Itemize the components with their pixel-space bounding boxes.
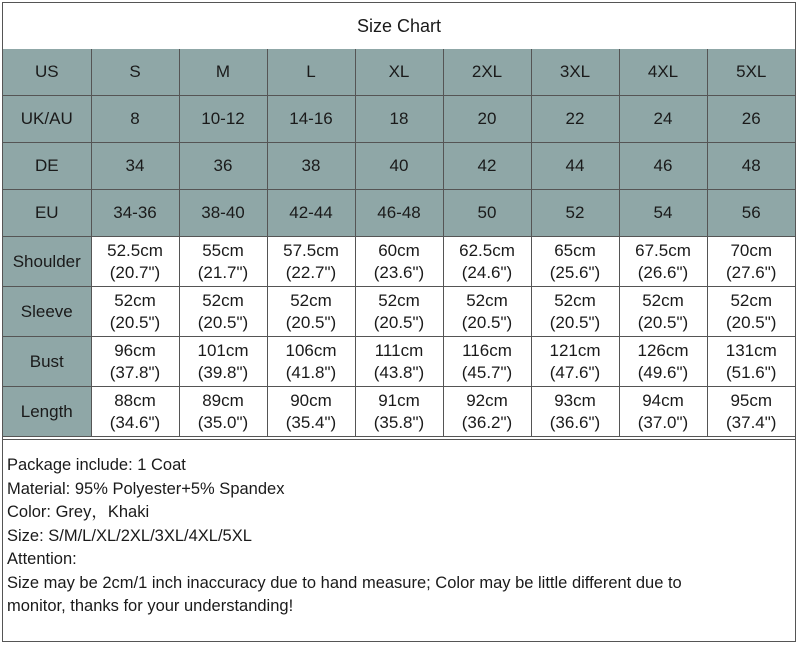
note-color: Color: Grey，Khaki bbox=[7, 503, 150, 521]
measurement-inch: (36.2") bbox=[461, 412, 513, 432]
note-attention-text: Size may be 2cm/1 inch inaccuracy due to hand measure; Color may be little different due to bbox=[7, 573, 682, 592]
measurement-cell bbox=[267, 237, 355, 287]
row-label: DE bbox=[3, 143, 91, 190]
measurement-cell bbox=[531, 287, 619, 337]
measurement-inch: (21.7") bbox=[197, 262, 249, 282]
chart-title: Size Chart bbox=[3, 3, 795, 50]
size-cell: 46 bbox=[619, 143, 707, 190]
measurement-cm: 121cm bbox=[549, 340, 601, 360]
size-cell: 48 bbox=[707, 143, 795, 190]
size-cell: 14-16 bbox=[267, 96, 355, 143]
size-cell: 4XL bbox=[619, 49, 707, 96]
row-label: Sleeve bbox=[3, 287, 91, 337]
row-label: EU bbox=[3, 190, 91, 237]
product-notes bbox=[3, 439, 795, 641]
size-table bbox=[3, 49, 795, 437]
measurement-cm: 116cm bbox=[462, 340, 512, 360]
measurement-inch: (37.8") bbox=[109, 362, 161, 382]
measurement-inch: (41.8") bbox=[285, 362, 337, 382]
size-cell: 10-12 bbox=[179, 96, 267, 143]
measurement-inch: (20.5") bbox=[726, 312, 777, 332]
measurement-inch: (35.0") bbox=[197, 412, 249, 432]
size-cell: 40 bbox=[355, 143, 443, 190]
measurement-cell bbox=[267, 287, 355, 337]
size-cell: S bbox=[91, 49, 179, 96]
size-cell: 38 bbox=[267, 143, 355, 190]
measurement-cm: 52cm bbox=[114, 290, 156, 310]
measurement-inch: (36.6") bbox=[549, 412, 601, 432]
size-cell: 26 bbox=[707, 96, 795, 143]
measurement-inch: (39.8") bbox=[197, 362, 249, 382]
size-cell: 50 bbox=[443, 190, 531, 237]
row-label: UK/AU bbox=[3, 96, 91, 143]
measurement-cell bbox=[91, 287, 179, 337]
size-cell: 22 bbox=[531, 96, 619, 143]
size-row bbox=[3, 96, 795, 143]
size-row bbox=[3, 190, 795, 237]
measurement-cm: 52cm bbox=[378, 290, 420, 310]
measurement-row bbox=[3, 287, 795, 337]
measurement-cell bbox=[91, 337, 179, 387]
measurement-cell bbox=[443, 237, 531, 287]
size-cell: 46-48 bbox=[355, 190, 443, 237]
size-cell: L bbox=[267, 49, 355, 96]
measurement-inch: (45.7") bbox=[461, 362, 513, 382]
measurement-cm: 131cm bbox=[725, 340, 777, 360]
measurement-inch: (27.6") bbox=[726, 262, 777, 282]
measurement-row bbox=[3, 387, 795, 437]
measurement-inch: (20.5") bbox=[461, 312, 513, 332]
measurement-cell bbox=[443, 387, 531, 437]
measurement-inch: (20.7") bbox=[109, 262, 161, 282]
measurement-inch: (20.5") bbox=[373, 312, 425, 332]
measurement-row bbox=[3, 237, 795, 287]
size-cell: 56 bbox=[707, 190, 795, 237]
size-cell: 42 bbox=[443, 143, 531, 190]
size-cell: M bbox=[179, 49, 267, 96]
row-label: US bbox=[3, 49, 91, 96]
measurement-cell bbox=[179, 237, 267, 287]
measurement-cell bbox=[355, 287, 443, 337]
measurement-cell bbox=[179, 287, 267, 337]
measurement-cm: 52cm bbox=[202, 290, 244, 310]
measurement-inch: (34.6") bbox=[109, 412, 161, 432]
measurement-inch: (20.5") bbox=[637, 312, 689, 332]
measurement-cm: 95cm bbox=[730, 390, 773, 410]
measurement-inch: (22.7") bbox=[285, 262, 337, 282]
note-size: Size: S/M/L/XL/2XL/3XL/4XL/5XL bbox=[7, 526, 252, 545]
size-cell: XL bbox=[355, 49, 443, 96]
measurement-cell bbox=[355, 337, 443, 387]
measurement-inch: (20.5") bbox=[549, 312, 601, 332]
measurement-inch: (24.6") bbox=[461, 262, 513, 282]
note-material: Material: 95% Polyester+5% Spandex bbox=[7, 479, 285, 498]
measurement-inch: (37.0") bbox=[637, 412, 689, 432]
size-cell: 5XL bbox=[707, 49, 795, 96]
measurement-inch: (49.6") bbox=[637, 362, 689, 382]
size-cell: 34 bbox=[91, 143, 179, 190]
measurement-cm: 89cm bbox=[202, 390, 244, 410]
measurement-cell bbox=[179, 337, 267, 387]
measurement-cm: 60cm bbox=[378, 240, 420, 260]
measurement-cm: 62.5cm bbox=[459, 240, 515, 260]
measurement-row bbox=[3, 337, 795, 387]
measurement-cm: 57.5cm bbox=[283, 240, 339, 260]
note-package: Package include: 1 Coat bbox=[7, 456, 186, 474]
measurement-cm: 52cm bbox=[642, 290, 684, 310]
measurement-cell bbox=[619, 337, 707, 387]
row-label: Shoulder bbox=[3, 237, 91, 287]
measurement-cell bbox=[619, 237, 707, 287]
measurement-inch: (37.4") bbox=[726, 412, 777, 432]
measurement-cell bbox=[179, 387, 267, 437]
measurement-cell bbox=[355, 387, 443, 437]
measurement-cm: 65cm bbox=[554, 240, 596, 260]
measurement-cell bbox=[707, 337, 795, 387]
measurement-inch: (20.5") bbox=[285, 312, 337, 332]
measurement-inch: (26.6") bbox=[637, 262, 689, 282]
measurement-inch: (35.4") bbox=[285, 412, 337, 432]
measurement-cm: 93cm bbox=[554, 390, 596, 410]
measurement-cm: 55cm bbox=[202, 240, 244, 260]
measurement-cell bbox=[707, 387, 795, 437]
size-cell: 3XL bbox=[531, 49, 619, 96]
size-row bbox=[3, 49, 795, 96]
size-cell: 34-36 bbox=[91, 190, 179, 237]
measurement-cell bbox=[531, 337, 619, 387]
measurement-cm: 111cm bbox=[374, 340, 424, 360]
size-cell: 2XL bbox=[443, 49, 531, 96]
measurement-cm: 67.5cm bbox=[635, 240, 691, 260]
size-chart bbox=[2, 2, 796, 642]
row-label: Bust bbox=[3, 337, 91, 387]
measurement-inch: (51.6") bbox=[726, 362, 777, 382]
size-cell: 38-40 bbox=[179, 190, 267, 237]
measurement-cell bbox=[91, 237, 179, 287]
measurement-inch: (25.6") bbox=[549, 262, 601, 282]
measurement-cell bbox=[91, 387, 179, 437]
measurement-inch: (35.8") bbox=[373, 412, 425, 432]
measurement-cell bbox=[443, 287, 531, 337]
measurement-cm: 101cm bbox=[197, 340, 249, 360]
measurement-cell bbox=[619, 287, 707, 337]
measurement-cm: 52cm bbox=[730, 290, 773, 310]
measurement-cm: 91cm bbox=[378, 390, 420, 410]
size-cell: 36 bbox=[179, 143, 267, 190]
size-cell: 24 bbox=[619, 96, 707, 143]
size-cell: 42-44 bbox=[267, 190, 355, 237]
size-cell: 44 bbox=[531, 143, 619, 190]
note-attention-heading: Attention: bbox=[7, 550, 77, 568]
size-cell: 54 bbox=[619, 190, 707, 237]
size-cell: 20 bbox=[443, 96, 531, 143]
measurement-cm: 126cm bbox=[637, 340, 689, 360]
measurement-inch: (23.6") bbox=[373, 262, 425, 282]
measurement-cm: 106cm bbox=[285, 340, 337, 360]
measurement-cell bbox=[267, 387, 355, 437]
measurement-cm: 52cm bbox=[466, 290, 508, 310]
measurement-cell bbox=[355, 237, 443, 287]
row-label: Length bbox=[3, 387, 91, 437]
measurement-cm: 92cm bbox=[466, 390, 508, 410]
measurement-inch: (47.6") bbox=[549, 362, 601, 382]
measurement-inch: (43.8") bbox=[373, 362, 425, 382]
size-cell: 52 bbox=[531, 190, 619, 237]
measurement-cm: 90cm bbox=[290, 390, 332, 410]
measurement-cell bbox=[707, 237, 795, 287]
measurement-cell bbox=[531, 387, 619, 437]
size-cell: 8 bbox=[91, 96, 179, 143]
measurement-cm: 96cm bbox=[114, 340, 156, 360]
measurement-cm: 88cm bbox=[114, 390, 156, 410]
measurement-cm: 52.5cm bbox=[107, 240, 163, 260]
measurement-cm: 52cm bbox=[554, 290, 596, 310]
measurement-cell bbox=[443, 337, 531, 387]
measurement-cell bbox=[267, 337, 355, 387]
measurement-inch: (20.5") bbox=[109, 312, 161, 332]
measurement-cm: 94cm bbox=[642, 390, 684, 410]
measurement-inch: (20.5") bbox=[197, 312, 249, 332]
measurement-cell bbox=[619, 387, 707, 437]
size-cell: 18 bbox=[355, 96, 443, 143]
measurement-cell bbox=[707, 287, 795, 337]
size-row bbox=[3, 143, 795, 190]
note-attention-text-cont: monitor, thanks for your understanding! bbox=[7, 597, 294, 615]
measurement-cm: 70cm bbox=[730, 240, 773, 260]
measurement-cm: 52cm bbox=[290, 290, 332, 310]
measurement-cell bbox=[531, 237, 619, 287]
